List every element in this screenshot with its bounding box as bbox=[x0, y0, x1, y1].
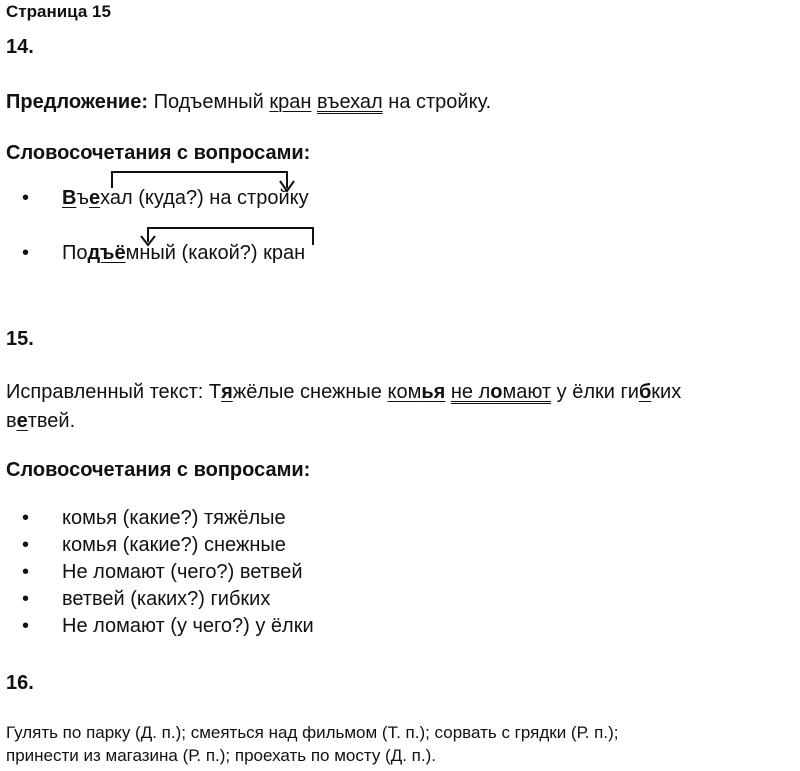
phrase-part: По bbox=[62, 242, 88, 264]
predicate-words bbox=[451, 381, 551, 403]
bullet: • bbox=[22, 187, 30, 209]
bullet: • bbox=[22, 561, 30, 583]
text-part: жёлые снежные bbox=[232, 381, 388, 403]
ex15-text-line1 bbox=[6, 381, 681, 404]
text-part: не л bbox=[450, 381, 491, 403]
phrase-letter: е bbox=[88, 187, 101, 209]
page-title: Страница 15 bbox=[6, 2, 111, 21]
ex15-phrase: Не ломают (у чего?) у ёлки bbox=[62, 615, 314, 637]
ex16-line-1: Гулять по парку (Д. п.); смеяться над фильмом (Т. п.); сорвать с грядки (Р. п.); bbox=[6, 723, 619, 742]
ex15-phrase: комья (какие?) снежные bbox=[62, 534, 286, 556]
ex14-phrases-heading: Словосочетания с вопросами: bbox=[6, 142, 311, 164]
sentence-rest: на стройку. bbox=[388, 91, 492, 113]
bullet: • bbox=[22, 507, 30, 529]
corrected-letter: е bbox=[16, 410, 28, 432]
bullet: • bbox=[22, 534, 30, 556]
dependency-arc-1 bbox=[112, 172, 287, 188]
exercise-15-number: 15. bbox=[6, 328, 34, 350]
ex15-phrase: комья (какие?) тяжёлые bbox=[62, 507, 286, 529]
corrected-letter: о bbox=[490, 381, 503, 403]
text-part: ких bbox=[651, 381, 682, 403]
corrected-letters: ья bbox=[421, 381, 446, 403]
text-part: мают bbox=[502, 381, 552, 403]
text-part: твей. bbox=[27, 410, 76, 432]
phrase-part: хал (куда?) на стройку bbox=[100, 187, 309, 209]
phrase-letters: дъё bbox=[87, 242, 126, 264]
text-part: Исправленный текст: Т bbox=[6, 381, 222, 403]
phrase-part: мный (какой?) кран bbox=[125, 242, 306, 264]
ex15-phrases-heading: Словосочетания с вопросами: bbox=[6, 459, 311, 481]
corrected-letter: я bbox=[221, 381, 233, 403]
exercise-14-number: 14. bbox=[6, 36, 34, 58]
bullet: • bbox=[22, 615, 30, 637]
bullet: • bbox=[22, 588, 30, 610]
phrase-part: ъ bbox=[76, 187, 89, 209]
text-part: ком bbox=[387, 381, 422, 403]
ex16-line-2: принести из магазина (Р. п.); проехать по мосту (Д. п.). bbox=[6, 746, 436, 765]
sentence-predicate: въехал bbox=[317, 91, 383, 113]
corrected-letter: б bbox=[638, 381, 652, 403]
exercise-16-number: 16. bbox=[6, 672, 34, 694]
ex15-phrase: Не ломают (чего?) ветвей bbox=[62, 561, 303, 583]
sentence-label: Предложение: bbox=[6, 91, 149, 113]
text-part: в bbox=[6, 410, 17, 432]
sentence-word: Подъемный bbox=[153, 91, 264, 113]
text-part: у ёлки ги bbox=[551, 381, 639, 403]
ex15-text-line2 bbox=[6, 410, 75, 433]
sentence-subject: кран bbox=[269, 91, 312, 113]
phrase-letter: В bbox=[62, 187, 77, 209]
ex15-phrase: ветвей (каких?) гибких bbox=[62, 588, 271, 610]
bullet: • bbox=[22, 242, 30, 264]
subject-word bbox=[387, 381, 445, 403]
dependency-arc-2 bbox=[148, 228, 313, 245]
